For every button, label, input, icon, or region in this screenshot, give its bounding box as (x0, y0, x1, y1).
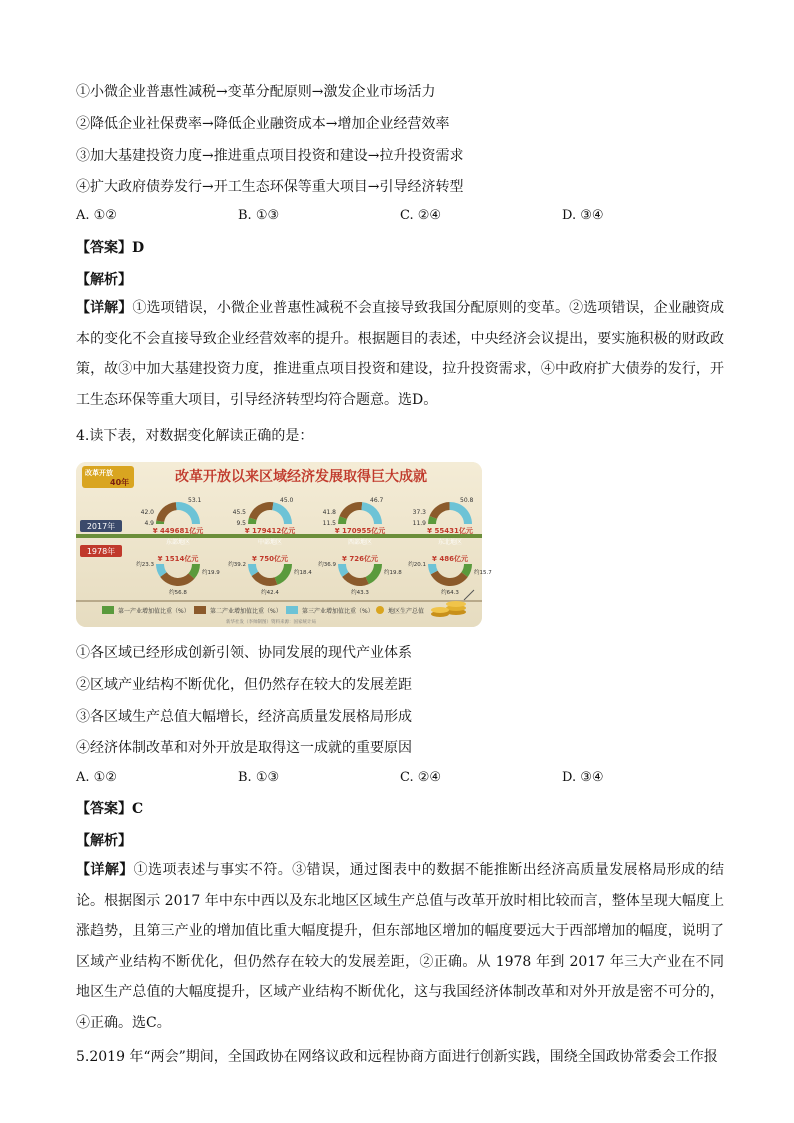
q4-analysis-label: 【解析】 (76, 833, 132, 849)
q4-option-d: D. ③④ (562, 770, 604, 785)
label-2017-西部地区-primary: 11.5 (322, 520, 336, 527)
q3-detail-text: ①选项错误，小微企业普惠性减税不会直接导致我国分配原则的变革。②选项错误，企业融资成本的变化不会直接导致企业经营效率的提升。根据题目的表述，中央经济会议提出，要实施积极的财政政策，故③中加大基建投资力度，推进重点项目投资和建设，拉升投资需求，④中政府扩大债券的发行，开工生态环保等重大项目，引导经济转型均符合题意。选D。 (76, 300, 725, 408)
q3-options (76, 208, 736, 228)
q4-item-3: ③各区域生产总值大幅增长，经济高质量发展格局形成 (76, 709, 412, 725)
label-1978-西部地区-secondary: 约43.3 (351, 590, 369, 596)
label-2017-西部地区-tertiary: 46.7 (370, 497, 384, 504)
label-1978-西部地区-primary: 约36.9 (318, 562, 336, 568)
gdp-2017-东北地区: ¥ 55431亿元 (427, 527, 473, 535)
q4-item-4: ④经济体制改革和对外开放是取得这一成就的重要原因 (76, 740, 412, 756)
q4-option-a: A. ①② (76, 770, 117, 785)
q3-analysis-label: 【解析】 (76, 272, 132, 288)
label-1978-东部地区-tertiary: 约19.9 (202, 570, 220, 576)
gdp-1978-东部地区: ¥ 1514亿元 (157, 555, 199, 563)
q3-item-4: ④扩大政府债券发行→开工生态环保等重大项目→引导经济转型 (76, 179, 464, 195)
label-1978-东部地区-primary: 约23.3 (136, 562, 154, 568)
infographic-title: 改革开放以来区域经济发展取得巨大成就 (175, 469, 427, 485)
q4-option-b: B. ①③ (238, 770, 280, 785)
label-2017-中部地区-secondary: 45.5 (232, 509, 246, 516)
gdp-1978-东北地区: ¥ 486亿元 (432, 555, 468, 563)
label-1978-东北地区-primary: 约20.1 (408, 562, 426, 568)
q4-option-c: C. ②④ (400, 770, 442, 785)
region-label-东部地区: 东部地区 (165, 539, 191, 546)
label-2017-东北地区-tertiary: 50.8 (460, 497, 474, 504)
region-label-中部地区: 中部地区 (257, 539, 283, 546)
region-label-东北地区: 东北地区 (437, 539, 463, 546)
region-economy-infographic (76, 462, 492, 627)
q3-option-a: A. ①② (76, 208, 117, 223)
q3-answer: 【答案】D (76, 240, 145, 256)
label-1978-中部地区-primary: 约39.2 (228, 562, 246, 568)
q4-stem: 4.读下表，对数据变化解读正确的是： (76, 428, 314, 444)
legend-swatch-tertiary (286, 606, 298, 614)
label-1978-东北地区-secondary: 约64.3 (441, 590, 459, 596)
q3-option-c: C. ②④ (400, 208, 442, 223)
label-2017-中部地区-tertiary: 45.0 (280, 497, 294, 504)
label-2017-西部地区-secondary: 41.8 (322, 509, 336, 516)
gdp-1978-西部地区: ¥ 726亿元 (342, 555, 378, 563)
label-2017-中部地区-primary: 9.5 (236, 520, 246, 527)
q3-detail-label: 【详解】 (76, 300, 133, 316)
region-label-西部地区: 西部地区 (347, 539, 373, 546)
gdp-2017-西部地区: ¥ 170955亿元 (334, 527, 386, 535)
q3-item-2: ②降低企业社保费率→降低企业融资成本→增加企业经营效率 (76, 116, 450, 132)
label-2017-东部地区-secondary: 42.0 (140, 509, 154, 516)
gdp-2017-中部地区: ¥ 179412亿元 (244, 527, 296, 535)
legend-divider (76, 600, 482, 602)
label-2017-东北地区-secondary: 37.3 (412, 509, 426, 516)
label-2017-东部地区-primary: 4.9 (144, 520, 154, 527)
tag-2017-text: 2017年 (86, 522, 116, 531)
legend-tertiary: 第三产业增加值比重（%） (302, 608, 374, 615)
label-1978-西部地区-tertiary: 约19.8 (384, 570, 402, 576)
label-2017-东部地区-tertiary: 53.1 (188, 497, 202, 504)
q4-detail-text: ①选项表述与事实不符。③错误，通过图表中的数据不能推断出经济高质量发展格局形成的结论。根据图示 2017 年中东中西以及东北地区区域生产总值与改革开放时相比较而言，整体呈现大幅度上涨趋势，且第三产业的增加值比重大幅度提升，但东部地区增加的幅度要远大于西部增加的幅度，说明了区域产业结构不断优化，但仍然存在较大的发展差距，②正确。从 1978 年到 2017 年三大产业在不同地区生产总值的大幅度提升，区域产业结构不断优化，这与我国经济体制改革和对外开放是密不可分的，④正确。选C。 (76, 862, 725, 1031)
legend-swatch-primary (102, 606, 114, 614)
badge-years-text: 40年 (110, 478, 130, 487)
label-1978-东部地区-secondary: 约56.8 (169, 590, 187, 596)
badge-top-text: 改革开放 (85, 469, 113, 477)
q5-stem: 5.2019 年“两会”期间，全国政协在网络议政和远程协商方面进行创新实践，围绕全国政协常委会工作报 (76, 1049, 718, 1065)
q3-detail (76, 293, 724, 415)
q4-item-1: ①各区域已经形成创新引领、协同发展的现代产业体系 (76, 645, 412, 661)
legend-secondary: 第二产业增加值比重（%） (210, 608, 282, 615)
gdp-2017-东部地区: ¥ 449681亿元 (152, 527, 204, 535)
legend-gdp-icon (376, 606, 384, 614)
label-1978-中部地区-secondary: 约42.4 (261, 590, 279, 596)
q3-option-b: B. ①③ (238, 208, 280, 223)
label-2017-东北地区-primary: 11.9 (412, 520, 426, 527)
q4-detail (76, 855, 724, 1038)
q3-option-d: D. ③④ (562, 208, 604, 223)
infographic-source: 新华社发（李帅制图）资料来源：国家统计局 (226, 620, 316, 625)
legend-swatch-secondary (194, 606, 206, 614)
label-1978-中部地区-tertiary: 约18.4 (294, 570, 312, 576)
q4-detail-label: 【详解】 (76, 862, 134, 878)
legend-primary: 第一产业增加值比重（%） (118, 608, 190, 615)
q3-item-3: ③加大基建投资力度→推进重点项目投资和建设→拉升投资需求 (76, 148, 464, 164)
label-1978-东北地区-tertiary: 约15.7 (474, 570, 492, 576)
q4-options (76, 770, 736, 790)
gdp-1978-中部地区: ¥ 750亿元 (252, 555, 288, 563)
q3-item-1: ①小微企业普惠性减税→变革分配原则→激发企业市场活力 (76, 84, 436, 100)
q4-item-2: ②区域产业结构不断优化，但仍然存在较大的发展差距 (76, 677, 412, 693)
q4-answer: 【答案】C (76, 801, 144, 817)
tag-1978-text: 1978年 (86, 547, 116, 556)
legend-gdp: 地区生产总值 (388, 608, 425, 615)
